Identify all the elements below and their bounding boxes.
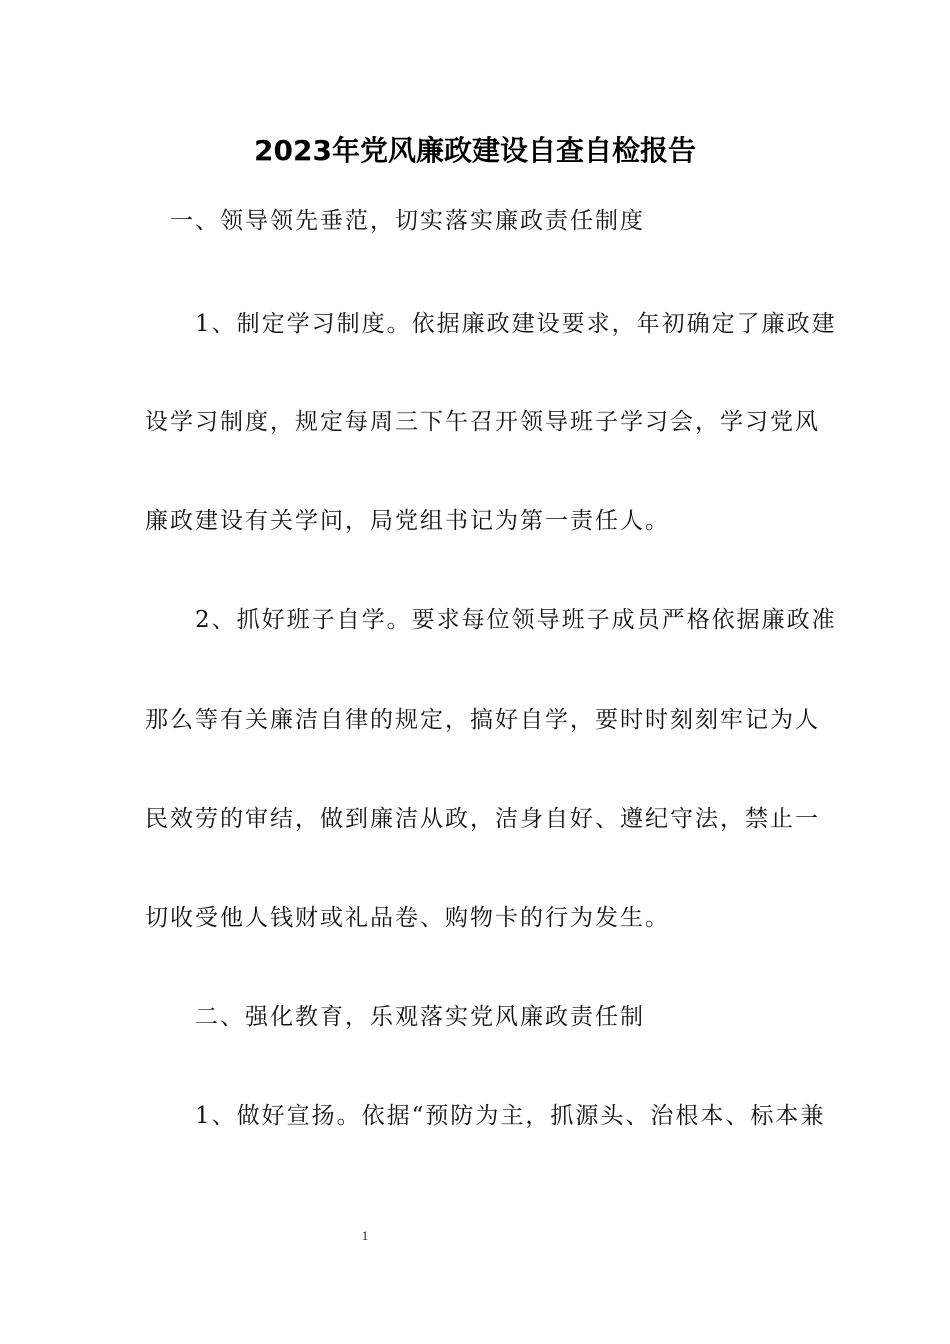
paragraph-line: 1、做好宣扬。依据“预防为主，抓源头、治根本、标本兼 xyxy=(145,1103,826,1129)
document-title: 2023年党风廉政建设自查自检报告 xyxy=(254,134,696,167)
page-number: 1 xyxy=(361,1228,369,1243)
heading-section-2: 二、强化教育，乐观落实党风廉政责任制 xyxy=(145,1004,645,1030)
paragraph-line: 民效劳的审结，做到廉洁从政，洁身自好、遵纪守法，禁止一 xyxy=(145,806,820,832)
paragraph-line: 切收受他人钱财或礼品卷、购物卡的行为发生。 xyxy=(145,905,670,931)
heading-section-1: 一、领导领先垂范，切实落实廉政责任制度 xyxy=(145,208,645,234)
paragraph-line: 廉政建设有关学问，局党组书记为第一责任人。 xyxy=(145,508,670,534)
paragraph-line: 设学习制度，规定每周三下午召开领导班子学习会，学习党风 xyxy=(145,409,820,435)
paragraph-line: 那么等有关廉洁自律的规定，搞好自学，要时时刻刻牢记为人 xyxy=(145,707,820,733)
paragraph-line: 2、抓好班子自学。要求每位领导班子成员严格依据廉政准 xyxy=(145,607,837,633)
paragraph-line: 1、制定学习制度。依据廉政建设要求，年初确定了廉政建 xyxy=(145,311,837,337)
